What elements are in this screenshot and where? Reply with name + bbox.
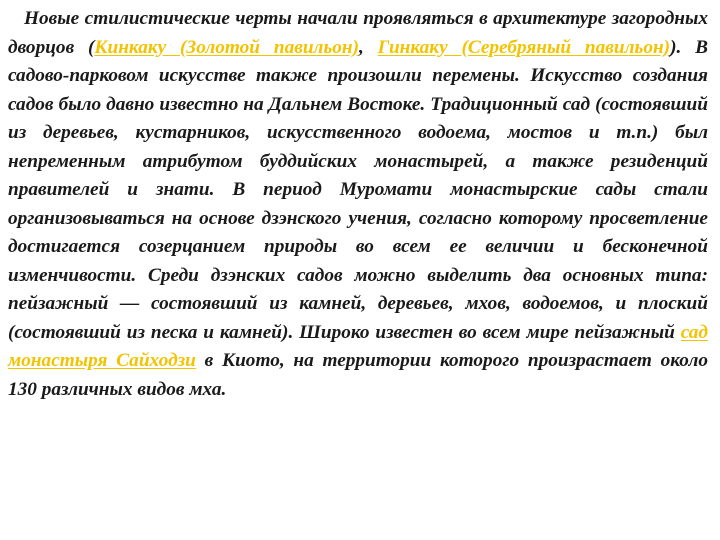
paragraph-text-separator: , bbox=[359, 36, 378, 58]
paragraph-text-main: ). В садово-парковом искусстве также произошли перемены. Искусство создания садов было давно известно на Дальнем Востоке. Традиционный сад (состоявший из деревьев, кустарников, искусственного водоема, мостов и т.п.) был непременным атрибутом буддийских монастырей, а также резиденций правителей и знати. В период Муромати монастырские сады стали организовываться на основе дзэнского учения, согласно которому просветление достигается созерцанием природы во всем ее величии и бесконечной изменчивости. Среди дзэнских садов можно выделить два основных типа: пейзажный — состоявший из камней, деревьев, мхов, водоемов, и плоский (состоявший из песка и камней). Широко известен во всем мире пейзажный bbox=[8, 36, 709, 343]
link-saihoji-garden[interactable]: сад монастыря Сайходзи bbox=[8, 321, 708, 371]
link-kinkaku[interactable]: Кинкаку (Золотой павильон) bbox=[94, 36, 360, 58]
link-ginkaku[interactable]: Гинкаку (Серебряный павильон) bbox=[377, 36, 671, 58]
paragraph-text-intro: Новые стилистические черты начали проявляться в архитектуре загородных дворцов ( bbox=[8, 8, 708, 58]
paragraph-text-ending: в Киото, на территории которого произрастает около 130 различных видов мха. bbox=[8, 350, 708, 400]
body-paragraph bbox=[8, 5, 708, 404]
